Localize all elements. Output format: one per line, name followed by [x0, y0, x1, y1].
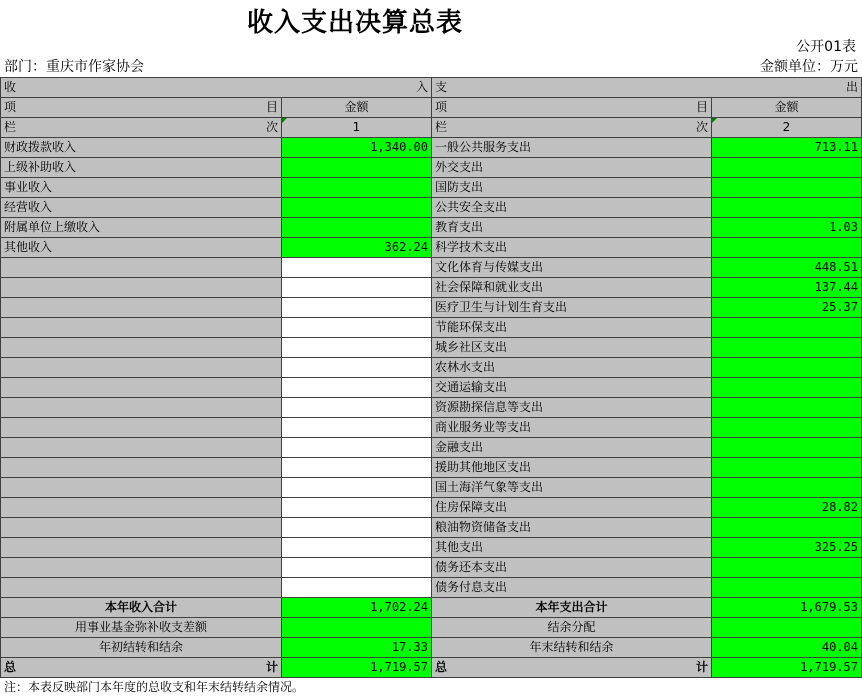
- table-row: [1, 198, 862, 218]
- income-col-label: [1, 118, 282, 138]
- expense-item-value: [712, 158, 862, 178]
- income-item-value: [282, 538, 432, 558]
- income-total-label: 本年收入合计: [1, 598, 282, 618]
- grand-total-expense-value: 1,719.57: [712, 658, 862, 678]
- income-item-value: [282, 278, 432, 298]
- header-row-sections: [1, 78, 862, 98]
- expense-item-value: [712, 338, 862, 358]
- expense-col-left: 栏: [435, 120, 448, 134]
- expense-item-label: 教育支出: [432, 218, 712, 238]
- income-item-value: [282, 358, 432, 378]
- expense-item-value: 137.44: [712, 278, 862, 298]
- income-item-label: [1, 378, 282, 398]
- expense-item-value: [712, 418, 862, 438]
- expense-item-value: 448.51: [712, 258, 862, 278]
- income-item-label: 其他收入: [1, 238, 282, 258]
- expense-item-label: 资源勘探信息等支出: [432, 398, 712, 418]
- carryover-row: [1, 638, 862, 658]
- income-col-left: 栏: [4, 120, 17, 134]
- expense-section-header: [432, 78, 862, 98]
- income-item-label: [1, 278, 282, 298]
- income-item-label: [1, 418, 282, 438]
- expense-item-label: 债务还本支出: [432, 558, 712, 578]
- fund-label: 用事业基金弥补收支差额: [1, 618, 282, 638]
- expense-item-label: 公共安全支出: [432, 198, 712, 218]
- expense-col-number: 2: [712, 118, 862, 138]
- income-total-value: 1,702.24: [282, 598, 432, 618]
- income-item-value: [282, 298, 432, 318]
- income-item-value: 1,340.00: [282, 138, 432, 158]
- table-row: [1, 138, 862, 158]
- report-title: 收入支出决算总表: [246, 8, 463, 38]
- expense-item-label: 粮油物资储备支出: [432, 518, 712, 538]
- expense-item-left: 项: [435, 100, 448, 114]
- income-total-row: [1, 598, 862, 618]
- expense-item-label: 金融支出: [432, 438, 712, 458]
- income-item-label: 事业收入: [1, 178, 282, 198]
- carry-out-label: 年末结转和结余: [432, 638, 712, 658]
- income-item-value: [282, 198, 432, 218]
- expense-item-value: 325.25: [712, 538, 862, 558]
- expense-item-value: [712, 378, 862, 398]
- income-item-value: [282, 518, 432, 538]
- expense-item-right: 目: [695, 100, 708, 114]
- grand-left-char: 总: [4, 660, 17, 674]
- expense-item-value: [712, 478, 862, 498]
- income-item-label: [1, 458, 282, 478]
- expense-item-label: 债务付息支出: [432, 578, 712, 598]
- carry-in-value: 17.33: [282, 638, 432, 658]
- expense-item-value: [712, 358, 862, 378]
- department-label: 部门：重庆市作家协会: [4, 59, 144, 75]
- table-row: [1, 218, 862, 238]
- header-row-column-numbers: [1, 118, 862, 138]
- income-item-value: [282, 558, 432, 578]
- expense-item-value: [712, 398, 862, 418]
- expense-item-value: [712, 458, 862, 478]
- income-amount-header: 金额: [282, 98, 432, 118]
- table-row: [1, 298, 862, 318]
- income-item-value: [282, 158, 432, 178]
- table-row: [1, 238, 862, 258]
- expense-item-label: 商业服务业等支出: [432, 418, 712, 438]
- income-section-header: [1, 78, 432, 98]
- income-header-left: 收: [4, 80, 17, 94]
- fund-value: [282, 618, 432, 638]
- expense-item-value: [712, 238, 862, 258]
- income-item-header: [1, 98, 282, 118]
- grand-right-char: 计: [265, 660, 278, 674]
- income-item-value: [282, 378, 432, 398]
- expense-item-value: [712, 518, 862, 538]
- income-item-label: [1, 498, 282, 518]
- carry-in-label: 年初结转和结余: [1, 638, 282, 658]
- grand-total-income-value: 1,719.57: [282, 658, 432, 678]
- income-item-label: [1, 298, 282, 318]
- expense-item-value: 25.37: [712, 298, 862, 318]
- income-item-label: [1, 518, 282, 538]
- income-item-label: [1, 338, 282, 358]
- table-row: [1, 158, 862, 178]
- expense-item-label: 文化体育与传媒支出: [432, 258, 712, 278]
- table-row: [1, 578, 862, 598]
- income-item-value: [282, 178, 432, 198]
- expense-item-label: 城乡社区支出: [432, 338, 712, 358]
- expense-item-label: 节能环保支出: [432, 318, 712, 338]
- expense-total-label: 本年支出合计: [432, 598, 712, 618]
- income-item-value: [282, 458, 432, 478]
- header-row-columns: [1, 98, 862, 118]
- income-header-right: 入: [415, 80, 428, 94]
- table-row: [1, 278, 862, 298]
- footnote: 注：本表反映部门本年度的总收支和年末结转结余情况。: [4, 680, 305, 694]
- income-col-number: 1: [282, 118, 432, 138]
- expense-item-value: [712, 318, 862, 338]
- table-row: [1, 418, 862, 438]
- expense-col-label: [432, 118, 712, 138]
- expense-item-label: 农林水支出: [432, 358, 712, 378]
- grand-right-char-2: 计: [695, 660, 708, 674]
- expense-col-right: 次: [695, 120, 708, 134]
- income-item-value: [282, 318, 432, 338]
- expense-item-value: [712, 438, 862, 458]
- income-item-value: [282, 398, 432, 418]
- income-item-label: [1, 318, 282, 338]
- grand-total-expense-label: [432, 658, 712, 678]
- table-row: [1, 458, 862, 478]
- form-number: 公开01表: [796, 39, 856, 55]
- income-item-value: [282, 478, 432, 498]
- income-item-label: 财政拨款收入: [1, 138, 282, 158]
- table-row: [1, 518, 862, 538]
- grand-total-row: [1, 658, 862, 678]
- income-item-label: [1, 538, 282, 558]
- grand-left-char-2: 总: [435, 660, 448, 674]
- fund-distribution-row: [1, 618, 862, 638]
- income-item-value: [282, 418, 432, 438]
- expense-amount-header: 金额: [712, 98, 862, 118]
- expense-header-right: 出: [845, 80, 858, 94]
- income-item-label: [1, 478, 282, 498]
- expense-item-value: [712, 558, 862, 578]
- income-item-label: [1, 438, 282, 458]
- table-row: [1, 498, 862, 518]
- expense-item-value: 28.82: [712, 498, 862, 518]
- expense-item-label: 其他支出: [432, 538, 712, 558]
- income-item-value: [282, 218, 432, 238]
- expense-item-label: 一般公共服务支出: [432, 138, 712, 158]
- expense-item-value: 713.11: [712, 138, 862, 158]
- carry-out-value: 40.04: [712, 638, 862, 658]
- summary-table: [0, 77, 862, 678]
- expense-item-label: 国防支出: [432, 178, 712, 198]
- income-item-value: [282, 438, 432, 458]
- income-item-value: [282, 498, 432, 518]
- distribution-label: 结余分配: [432, 618, 712, 638]
- expense-item-label: 科学技术支出: [432, 238, 712, 258]
- table-row: [1, 338, 862, 358]
- table-row: [1, 378, 862, 398]
- unit-label: 金额单位：万元: [760, 59, 858, 75]
- income-item-left: 项: [4, 100, 17, 114]
- income-item-label: [1, 258, 282, 278]
- expense-total-value: 1,679.53: [712, 598, 862, 618]
- grand-total-income-label: [1, 658, 282, 678]
- expense-item-header: [432, 98, 712, 118]
- distribution-value: [712, 618, 862, 638]
- expense-item-label: 交通运输支出: [432, 378, 712, 398]
- expense-header-left: 支: [435, 80, 448, 94]
- income-item-label: [1, 398, 282, 418]
- expense-item-label: 社会保障和就业支出: [432, 278, 712, 298]
- table-row: [1, 478, 862, 498]
- table-row: [1, 358, 862, 378]
- income-item-label: 上级补助收入: [1, 158, 282, 178]
- table-row: [1, 318, 862, 338]
- income-item-label: [1, 578, 282, 598]
- income-item-label: 经营收入: [1, 198, 282, 218]
- expense-item-label: 国土海洋气象等支出: [432, 478, 712, 498]
- table-row: [1, 178, 862, 198]
- expense-item-value: [712, 198, 862, 218]
- table-row: [1, 258, 862, 278]
- income-item-label: [1, 358, 282, 378]
- expense-item-label: 医疗卫生与计划生育支出: [432, 298, 712, 318]
- expense-item-value: 1.03: [712, 218, 862, 238]
- expense-item-label: 住房保障支出: [432, 498, 712, 518]
- income-item-right: 目: [265, 100, 278, 114]
- income-item-value: [282, 258, 432, 278]
- income-col-right: 次: [265, 120, 278, 134]
- table-row: [1, 558, 862, 578]
- income-item-value: 362.24: [282, 238, 432, 258]
- table-row: [1, 438, 862, 458]
- income-item-value: [282, 338, 432, 358]
- expense-item-label: 外交支出: [432, 158, 712, 178]
- expense-item-label: 援助其他地区支出: [432, 458, 712, 478]
- expense-item-value: [712, 578, 862, 598]
- table-row: [1, 398, 862, 418]
- income-item-label: [1, 558, 282, 578]
- income-item-value: [282, 578, 432, 598]
- table-row: [1, 538, 862, 558]
- expense-item-value: [712, 178, 862, 198]
- income-item-label: 附属单位上缴收入: [1, 218, 282, 238]
